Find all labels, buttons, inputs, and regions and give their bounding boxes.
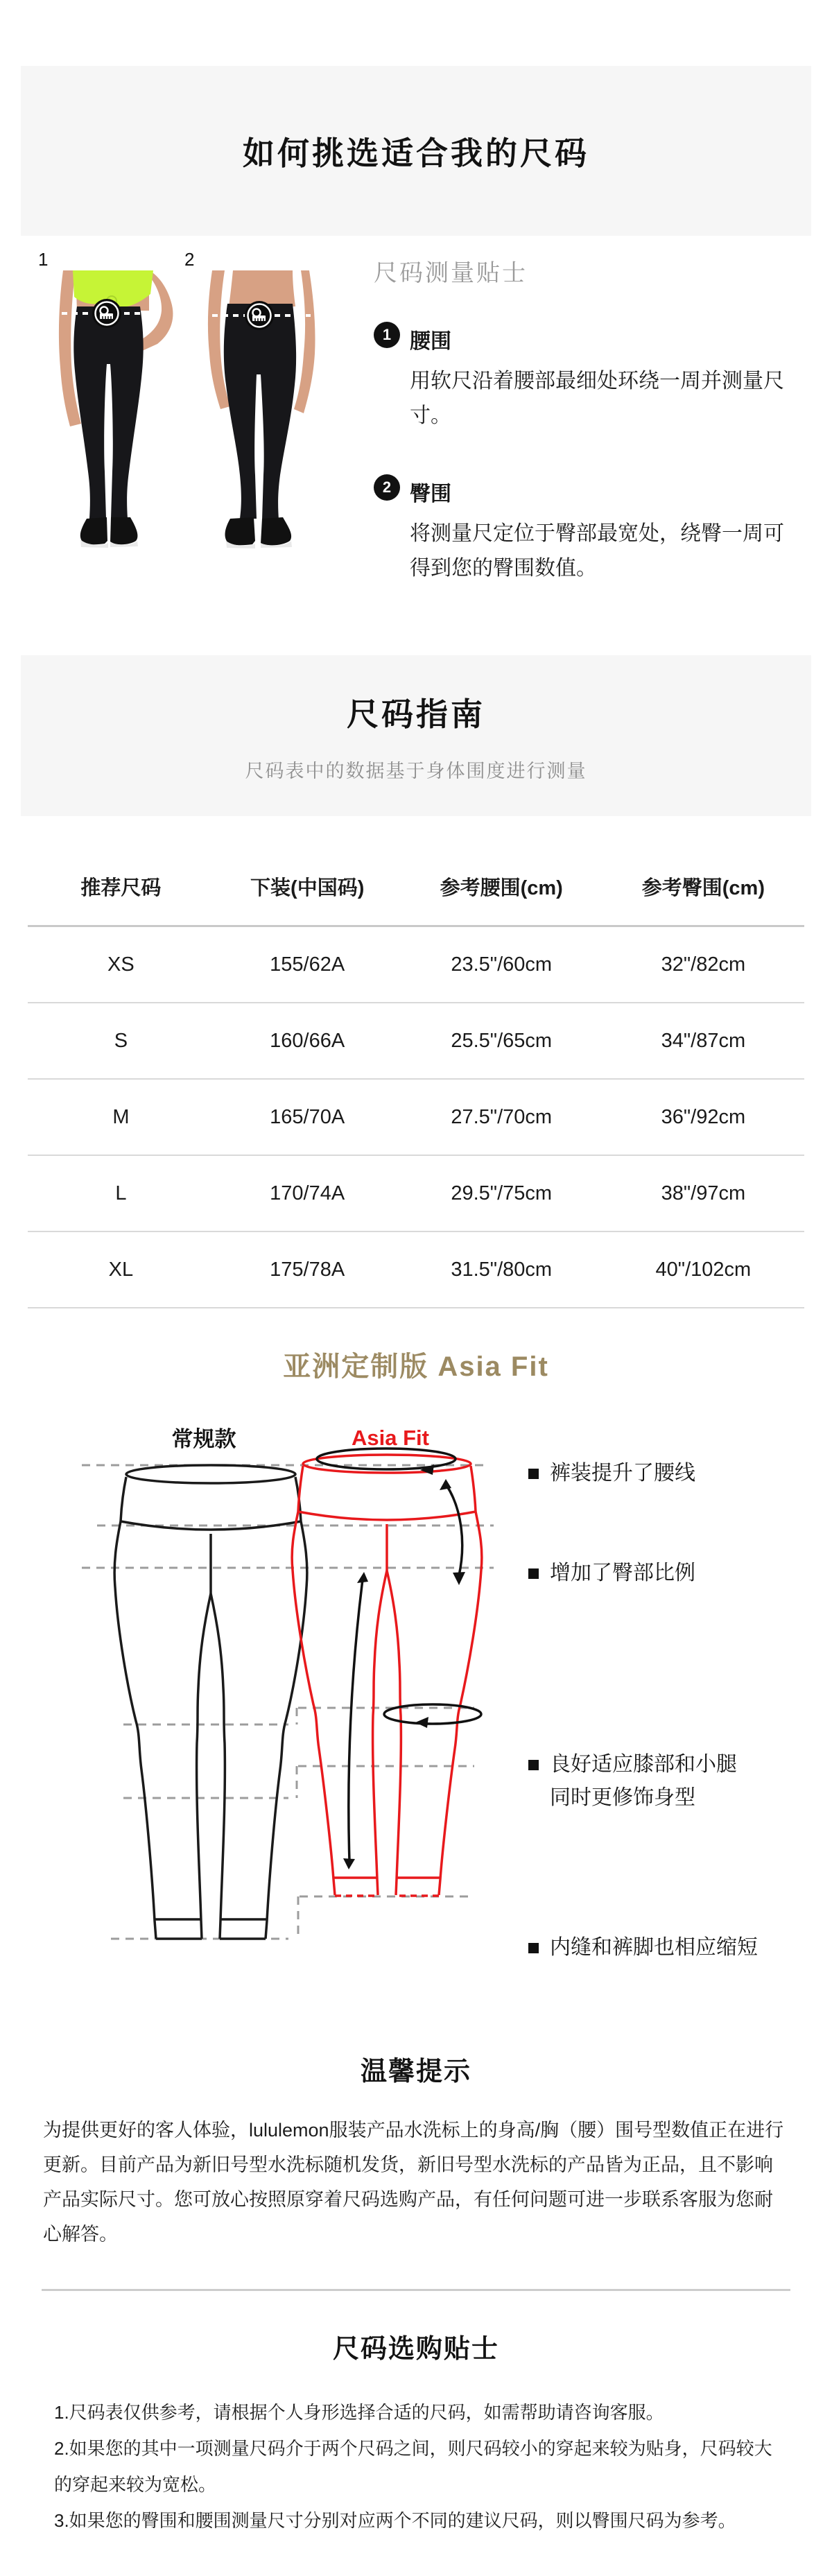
tip-title-hip: 臀围	[410, 483, 451, 505]
cell-size: M	[112, 1105, 130, 1128]
square-bullet-icon	[528, 1568, 539, 1579]
asia-fit-label: Asia Fit	[352, 1426, 429, 1450]
cell-hip: 32"/82cm	[661, 953, 746, 976]
purchase-tip-item: 2.如果您的其中一项测量尺码介于两个尺码之间，则尺码较小的穿起来较为贴身，尺码较大的穿起来较为宽松。	[54, 2438, 772, 2495]
size-table-header	[28, 847, 804, 927]
front-photo-figure	[38, 250, 180, 586]
asia-fit-leggings-outline	[292, 1455, 482, 1896]
square-bullet-icon	[528, 1469, 539, 1479]
tip-desc-waist: 用软尺沿着腰部最细处环绕一周并测量尺寸。	[410, 370, 784, 427]
cell-size: XL	[108, 1258, 134, 1281]
cell-cn-size: 155/62A	[270, 953, 345, 976]
page-title: 如何挑选适合我的尺码	[243, 135, 589, 171]
leggings-back	[224, 304, 296, 520]
cell-hip: 40"/102cm	[655, 1258, 752, 1281]
table-row	[28, 927, 804, 1003]
tip-desc-hip: 将测量尺定位于臀部最宽处，绕臀一周可得到您的臀围数值。	[410, 522, 784, 580]
photo-label-1: 1	[38, 249, 49, 270]
measure-tips-heading: 尺码测量贴士	[374, 260, 528, 286]
measure-tape-icon	[92, 299, 121, 328]
col-header-size: 推荐尺码	[80, 876, 162, 899]
purchase-tips-list	[54, 2394, 778, 2539]
cell-cn-size: 175/78A	[270, 1258, 345, 1281]
leggings-comparison-diagram	[35, 1424, 513, 2000]
cell-hip: 36"/92cm	[661, 1105, 746, 1128]
bullet-text: 内缝和裤脚也相应缩短	[550, 1936, 758, 1959]
size-guide-banner	[21, 655, 811, 816]
measure-section	[38, 250, 804, 586]
cell-cn-size: 170/74A	[270, 1182, 345, 1204]
regular-leggings-outline	[114, 1465, 307, 1939]
col-header-bottoms: 下装(中国码)	[250, 876, 365, 899]
photo-label-2: 2	[184, 249, 195, 270]
bullet-text: 同时更修饰身型	[550, 1786, 695, 1809]
cell-waist: 25.5"/65cm	[451, 1029, 553, 1052]
cell-hip: 38"/97cm	[661, 1182, 746, 1204]
measure-tape-icon	[245, 301, 274, 330]
cell-size: S	[114, 1029, 128, 1052]
notice-title: 温馨提示	[360, 2057, 471, 2086]
notice-body: 为提供更好的客人体验，lululemon服装产品水洗标上的身高/胸（腰）围号型数值正在进行更新。目前产品为新旧号型水洗标随机发货，新旧号型水洗标的产品皆为正品，且不影响产品实际尺寸。您可放心按照原穿着尺码选购产品，有任何问题可进一步联系客服为您耐心解答。	[43, 2120, 784, 2245]
asia-fit-bullet	[528, 1748, 737, 1815]
purchase-tip-item: 1.尺码表仅供参考，请根据个人身形选择合适的尺码，如需帮助请咨询客服。	[54, 2402, 664, 2423]
table-row	[28, 1080, 804, 1156]
asia-fit-bullet	[528, 1457, 695, 1490]
tip-item-hip	[374, 476, 804, 586]
tip-number-2-icon: 2	[374, 474, 400, 501]
cell-hip: 34"/87cm	[661, 1029, 746, 1052]
measure-tips	[374, 250, 804, 586]
table-row	[28, 1003, 804, 1080]
cell-size: XS	[107, 953, 135, 976]
product-photos	[38, 250, 340, 586]
asia-fit-bullet	[528, 1931, 758, 1964]
intro-banner	[21, 66, 811, 236]
asia-fit-diagram	[35, 1424, 825, 2000]
bullet-text: 良好适应膝部和小腿	[550, 1753, 737, 1776]
cell-cn-size: 160/66A	[270, 1029, 345, 1052]
asia-fit-title: 亚洲定制版 Asia Fit	[283, 1351, 549, 1382]
cell-waist: 23.5"/60cm	[451, 953, 553, 976]
bullet-text: 裤装提升了腰线	[550, 1462, 695, 1485]
col-header-waist: 参考腰围(cm)	[440, 876, 563, 899]
tip-number-1-icon: 1	[374, 322, 400, 348]
tip-item-waist	[374, 324, 804, 433]
purchase-tips-title: 尺码选购贴士	[332, 2335, 499, 2364]
square-bullet-icon	[528, 1760, 539, 1770]
size-table	[28, 847, 804, 1308]
cell-waist: 29.5"/75cm	[451, 1182, 553, 1204]
section-divider	[42, 2289, 790, 2291]
purchase-tip-item: 3.如果您的臀围和腰围测量尺寸分别对应两个不同的建议尺码，则以臀围尺码为参考。	[54, 2510, 736, 2531]
regular-fit-label: 常规款	[171, 1427, 236, 1451]
front-photo	[38, 270, 180, 551]
size-guide-title: 尺码指南	[347, 695, 485, 732]
table-row	[28, 1232, 804, 1308]
leggings-front	[73, 306, 143, 519]
col-header-hip: 参考臀围(cm)	[641, 876, 765, 899]
reference-dashed-lines	[82, 1465, 494, 1939]
cell-waist: 31.5"/80cm	[451, 1258, 553, 1281]
table-row	[28, 1156, 804, 1232]
bullet-text: 增加了臀部比例	[550, 1562, 695, 1584]
back-photo-figure	[184, 250, 340, 586]
back-photo	[184, 270, 340, 551]
tip-title-waist: 腰围	[410, 330, 451, 353]
cell-waist: 27.5"/70cm	[451, 1105, 553, 1128]
cell-cn-size: 165/70A	[270, 1105, 345, 1128]
cell-size: L	[115, 1182, 127, 1204]
size-guide-subtitle: 尺码表中的数据基于身体围度进行测量	[245, 760, 587, 781]
asia-fit-bullet	[528, 1557, 695, 1590]
square-bullet-icon	[528, 1943, 539, 1953]
